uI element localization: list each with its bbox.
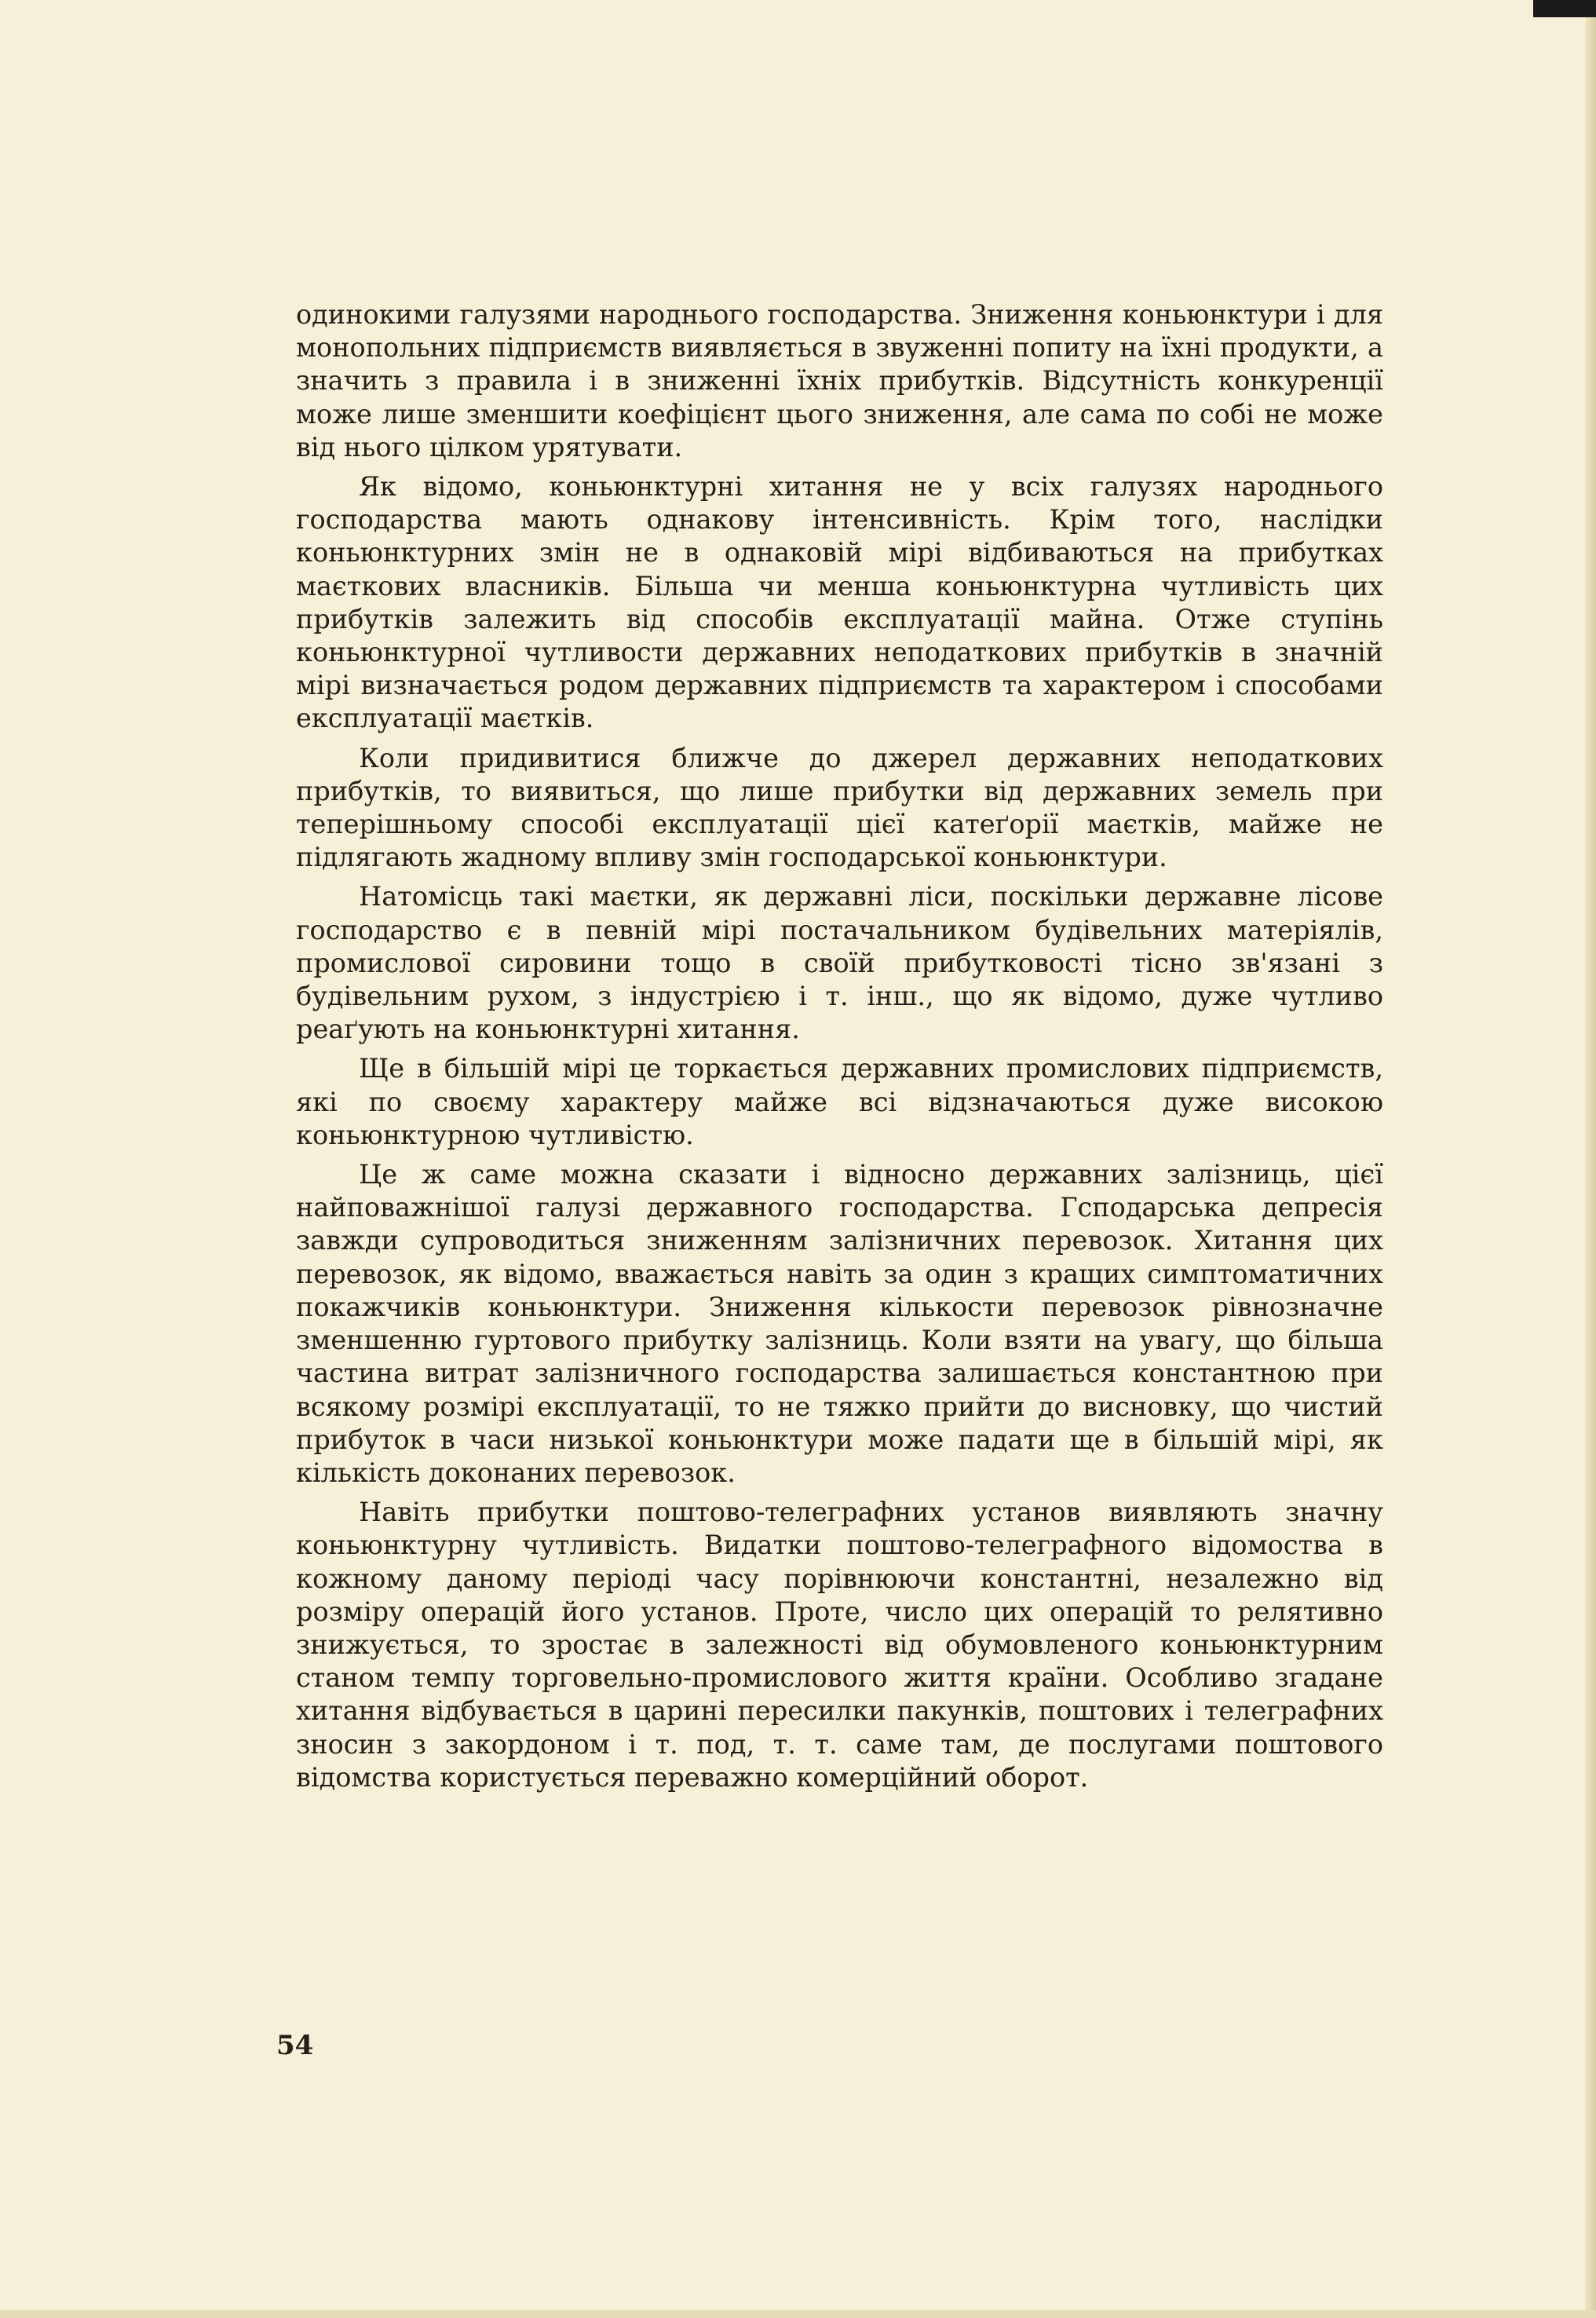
scan-corner-mark bbox=[1533, 0, 1596, 17]
page-edge bbox=[1585, 0, 1596, 2318]
paragraph-7: Навіть прибутки поштово-телеграфних установ виявляють значну коньюнктурну чутливість. Видатки поштово-телеграфного відомоства в кожному даному періоді часу порівнюючи константні, незалежно від розміру операцій його установ. Проте, число цих операцій то релятивно знижується, то зростає в залежності від обумовленого коньюнктурним станом темпу торговельно-промислового життя країни. Особливо згадане хитання відбувається в царині пересилки пакунків, поштових і телеграфних зносин з закордоном і т. под, т. т. саме там, де послугами поштового відомства користується переважно комерційний оборот. bbox=[296, 1497, 1383, 1793]
paragraph-5: Ще в більшій мірі це торкається державних промислових підприємств, які по своєму характеру майже всі відзначаються дуже високою коньюнктурною чутливістю. bbox=[296, 1053, 1383, 1150]
page-bottom-edge bbox=[0, 2310, 1596, 2318]
page-number: 54 bbox=[276, 2030, 314, 2061]
paragraph-6: Це ж саме можна сказати і відносно державних залізниць, цієї найповажнішої галузі державного господарства. Гсподарська депресія завжди супроводиться зниженням залізничних перевозок. Хитання цих перевозок, як відомо, вважається навіть за один з кращих симптоматичних покажчиків коньюнктури. Зниження кількости перевозок рівнозначне зменшенню гуртового прибутку залізниць. Коли взяти на увагу, що більша частина витрат залізничного господарства залишається константною при всякому розмірі експлуатації, то не тяжко прийти до висновку, що чистий прибуток в часи низької коньюнктури може падати ще в більшій мірі, як кількість доконаних перевозок. bbox=[296, 1159, 1383, 1488]
paragraph-3: Коли придивитися ближче до джерел державних неподаткових прибутків, то виявиться, що лише прибутки від державних земель при теперішньому способі експлуатації цієї катеґорії маєтків, майже не підлягають жадному впливу змін господарської коньюнктури. bbox=[296, 742, 1383, 873]
paragraph-1: одинокими галузями народнього господарства. Зниження коньюнктури і для монопольних підприємств виявляється в звуженні попиту на їхні продукти, а значить з правила і в зниженні їхніх прибутків. Відсутність конкуренції може лише зменшити коефіцієнт цього зниження, але сама по собі не може від нього цілком урятувати. bbox=[296, 299, 1383, 463]
body-text bbox=[296, 298, 1383, 1801]
paragraph-4: Натомісць такі маєтки, як державні ліси, поскільки державне лісове господарство є в певній мірі постачальником будівельних матеріялів, промислової сировини тощо в своїй прибутковості тісно зв'язані з будівельним рухом, з індустрією і т. інш., що як відомо, дуже чутливо реаґують на коньюнктурні хитання. bbox=[296, 881, 1383, 1045]
paragraph-2: Як відомо, коньюнктурні хитання не у всіх галузях народнього господарства мають однакову інтенсивність. Крім того, наслідки коньюнктурних змін не в однаковій мірі відбиваються на прибутках маєткових власників. Більша чи менша коньюнктурна чутливість цих прибутків залежить від способів експлуатації майна. Отже ступінь коньюнктурної чутливости державних неподаткових прибутків в значній мірі визначається родом державних підприємств та характером і способами експлуатації маєтків. bbox=[296, 471, 1383, 734]
